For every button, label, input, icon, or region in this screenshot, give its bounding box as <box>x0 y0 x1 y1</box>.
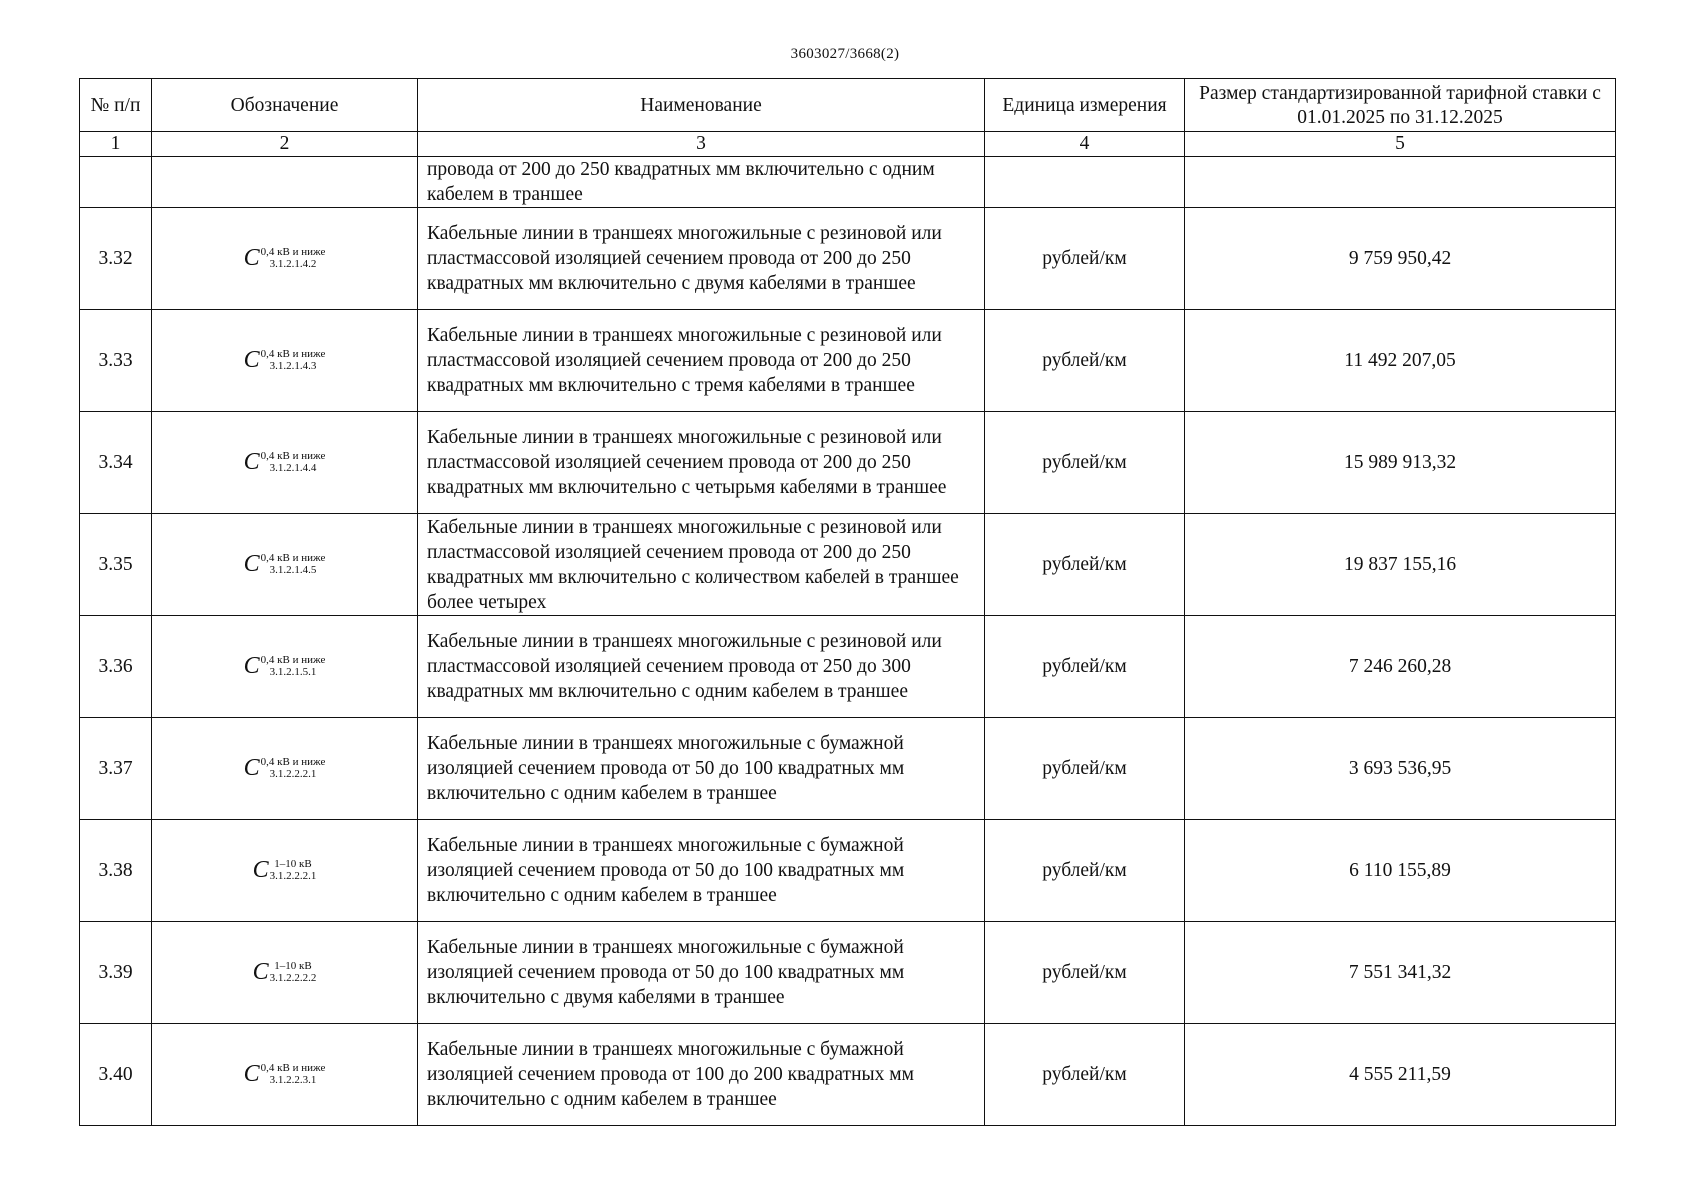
designation-code: 3.1.2.1.5.1 <box>269 666 317 678</box>
designation-voltage: 0,4 кВ и ниже <box>260 1062 326 1074</box>
table-row <box>80 922 1616 1024</box>
row-value: 9 759 950,42 <box>1185 208 1616 310</box>
designation-letter: C <box>243 755 260 781</box>
row-designation <box>152 718 418 820</box>
designation-formula <box>244 552 326 576</box>
designation-letter: C <box>243 653 260 679</box>
header-rate: Размер стандартизированной тарифной ставки с 01.01.2025 по 31.12.2025 <box>1185 79 1616 132</box>
row-number: 3.37 <box>80 718 152 820</box>
table-row <box>80 310 1616 412</box>
row-number: 3.33 <box>80 310 152 412</box>
row-name: Кабельные линии в траншеях многожильные с резиновой или пластмассовой изоляцией сечением провода от 200 до 250 квадратных мм включительно с двумя кабелями в траншее <box>418 208 985 310</box>
row-number: 3.39 <box>80 922 152 1024</box>
row-value: 7 551 341,32 <box>1185 922 1616 1024</box>
designation-letter: C <box>243 449 260 475</box>
header-num: № п/п <box>80 79 152 132</box>
row-number: 3.32 <box>80 208 152 310</box>
row-number: 3.34 <box>80 412 152 514</box>
row-unit: рублей/км <box>985 208 1185 310</box>
row-designation <box>152 412 418 514</box>
row-unit: рублей/км <box>985 310 1185 412</box>
row-value: 15 989 913,32 <box>1185 412 1616 514</box>
designation-voltage: 1–10 кВ <box>274 858 312 870</box>
designation-code: 3.1.2.2.2.1 <box>269 870 317 882</box>
designation-formula <box>244 1062 326 1086</box>
row-unit: рублей/км <box>985 820 1185 922</box>
row-unit <box>985 157 1185 208</box>
row-name: Кабельные линии в траншеях многожильные с резиновой или пластмассовой изоляцией сечением провода от 250 до 300 квадратных мм включительно с одним кабелем в траншее <box>418 616 985 718</box>
row-value: 7 246 260,28 <box>1185 616 1616 718</box>
table-row <box>80 208 1616 310</box>
designation-formula <box>253 960 317 984</box>
designation-letter: C <box>243 245 260 271</box>
designation-formula <box>244 348 326 372</box>
document-number: 3603027/3668(2) <box>790 46 900 62</box>
tariff-table <box>79 78 1616 1126</box>
row-number: 3.38 <box>80 820 152 922</box>
designation-code: 3.1.2.1.4.5 <box>269 564 317 576</box>
row-value <box>1185 157 1616 208</box>
column-number: 1 <box>80 132 152 157</box>
designation-code: 3.1.2.2.2.2 <box>269 972 317 984</box>
designation-letter: C <box>243 551 260 577</box>
table-row <box>80 820 1616 922</box>
row-designation <box>152 310 418 412</box>
row-name: Кабельные линии в траншеях многожильные с резиновой или пластмассовой изоляцией сечением провода от 200 до 250 квадратных мм включительно с тремя кабелями в траншее <box>418 310 985 412</box>
table-row <box>80 616 1616 718</box>
row-value: 11 492 207,05 <box>1185 310 1616 412</box>
table-row <box>80 412 1616 514</box>
row-designation <box>152 616 418 718</box>
continuation-row <box>80 157 1616 208</box>
row-designation <box>152 208 418 310</box>
column-numbers-row <box>80 132 1616 157</box>
row-name: Кабельные линии в траншеях многожильные с бумажной изоляцией сечением провода от 100 до 200 квадратных мм включительно с одним кабелем в траншее <box>418 1024 985 1126</box>
designation-voltage: 0,4 кВ и ниже <box>260 246 326 258</box>
column-number: 4 <box>985 132 1185 157</box>
row-number <box>80 157 152 208</box>
header-designation: Обозначение <box>152 79 418 132</box>
column-number: 5 <box>1185 132 1616 157</box>
row-value: 19 837 155,16 <box>1185 514 1616 616</box>
designation-letter: C <box>252 857 269 883</box>
row-name: Кабельные линии в траншеях многожильные с резиновой или пластмассовой изоляцией сечением провода от 200 до 250 квадратных мм включительно с количеством кабелей в траншее более четырех <box>418 514 985 616</box>
designation-formula <box>244 756 326 780</box>
row-unit: рублей/км <box>985 514 1185 616</box>
row-number: 3.40 <box>80 1024 152 1126</box>
row-name: Кабельные линии в траншеях многожильные с бумажной изоляцией сечением провода от 50 до 100 квадратных мм включительно с двумя кабелями в траншее <box>418 922 985 1024</box>
row-designation <box>152 157 418 208</box>
designation-voltage: 1–10 кВ <box>274 960 312 972</box>
table-row <box>80 718 1616 820</box>
designation-code: 3.1.2.1.4.4 <box>269 462 317 474</box>
row-unit: рублей/км <box>985 616 1185 718</box>
designation-code: 3.1.2.1.4.2 <box>269 258 317 270</box>
column-number: 3 <box>418 132 985 157</box>
designation-letter: C <box>243 347 260 373</box>
designation-voltage: 0,4 кВ и ниже <box>260 552 326 564</box>
table-row <box>80 1024 1616 1126</box>
designation-letter: C <box>252 959 269 985</box>
row-designation <box>152 1024 418 1126</box>
designation-letter: C <box>243 1061 260 1087</box>
row-designation <box>152 922 418 1024</box>
row-name: Кабельные линии в траншеях многожильные с резиновой или пластмассовой изоляцией сечением провода от 200 до 250 квадратных мм включительно с четырьмя кабелями в траншее <box>418 412 985 514</box>
designation-formula <box>244 450 326 474</box>
row-unit: рублей/км <box>985 412 1185 514</box>
row-unit: рублей/км <box>985 1024 1185 1126</box>
row-name: Кабельные линии в траншеях многожильные с бумажной изоляцией сечением провода от 50 до 100 квадратных мм включительно с одним кабелем в траншее <box>418 820 985 922</box>
row-value: 3 693 536,95 <box>1185 718 1616 820</box>
row-designation <box>152 820 418 922</box>
header-unit: Единица измерения <box>985 79 1185 132</box>
designation-voltage: 0,4 кВ и ниже <box>260 348 326 360</box>
row-unit: рублей/км <box>985 922 1185 1024</box>
row-number: 3.35 <box>80 514 152 616</box>
designation-voltage: 0,4 кВ и ниже <box>260 756 326 768</box>
designation-formula <box>244 654 326 678</box>
column-number: 2 <box>152 132 418 157</box>
designation-code: 3.1.2.2.3.1 <box>269 1074 317 1086</box>
table-header-row <box>80 79 1616 132</box>
row-number: 3.36 <box>80 616 152 718</box>
row-designation <box>152 514 418 616</box>
table-row <box>80 514 1616 616</box>
designation-code: 3.1.2.1.4.3 <box>269 360 317 372</box>
designation-voltage: 0,4 кВ и ниже <box>260 450 326 462</box>
header-name: Наименование <box>418 79 985 132</box>
designation-code: 3.1.2.2.2.1 <box>269 768 317 780</box>
designation-voltage: 0,4 кВ и ниже <box>260 654 326 666</box>
row-value: 6 110 155,89 <box>1185 820 1616 922</box>
row-value: 4 555 211,59 <box>1185 1024 1616 1126</box>
row-name: провода от 200 до 250 квадратных мм включительно с одним кабелем в траншее <box>418 157 985 208</box>
designation-formula <box>244 246 326 270</box>
row-name: Кабельные линии в траншеях многожильные с бумажной изоляцией сечением провода от 50 до 100 квадратных мм включительно с одним кабелем в траншее <box>418 718 985 820</box>
designation-formula <box>253 858 317 882</box>
row-unit: рублей/км <box>985 718 1185 820</box>
